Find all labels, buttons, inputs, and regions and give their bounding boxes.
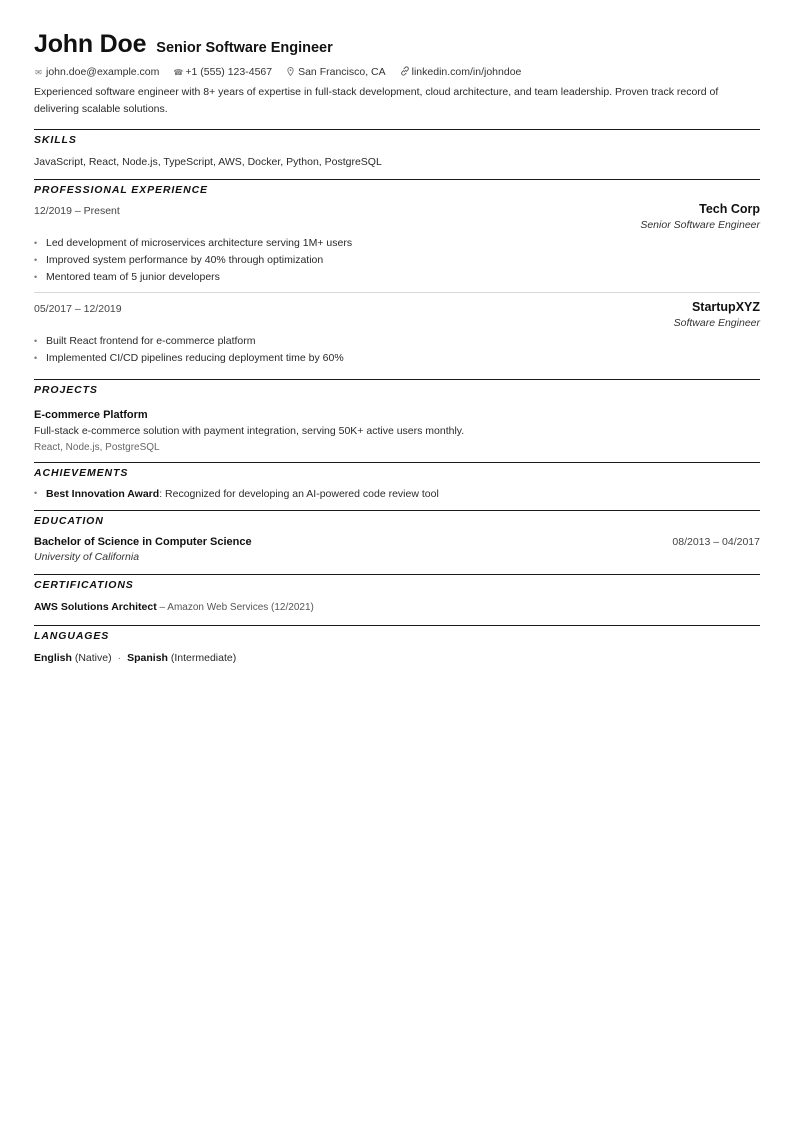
achievement-description: : Recognized for developing an AI-powered code review tool [159,488,439,500]
certification-issuer: – Amazon Web Services [156,602,269,613]
education-title: EDUCATION [34,515,104,527]
mail-icon: ✉ [35,67,42,77]
certification-date: (12/2021) [268,602,314,613]
project-description: Full-stack e-commerce solution with payment integration, serving 50K+ active users monthly. [34,425,465,437]
job-bullet-text: Led development of microservices architecture serving 1M+ users [46,237,353,249]
contact-location [286,66,386,78]
project-tech: React, Node.js, PostgreSQL [34,442,160,453]
certifications-section [34,574,760,613]
language-name: Spanish [127,652,168,664]
achievement-name: Best Innovation Award [46,488,160,500]
languages-list [34,652,760,664]
contact-email-text: john.doe@example.com [46,66,160,78]
skills-section [34,129,760,168]
link-icon [400,66,409,78]
job-entry [34,292,760,373]
job-bullet [34,235,760,252]
achievements-title: ACHIEVEMENTS [34,467,129,479]
job-bullet-text: Built React frontend for e-commerce platform [46,335,256,347]
job-bullets [34,333,760,367]
education-school: University of California [34,551,140,563]
job-bullets [34,235,760,286]
education-section [34,510,760,563]
achievements-section [34,462,760,500]
job-bullet-text: Implemented CI/CD pipelines reducing deployment time by 60% [46,352,344,364]
contact-linkedin[interactable] [400,66,522,78]
job-dates: 05/2017 – 12/2019 [34,303,122,315]
language-level: (Intermediate) [167,652,237,664]
language-separator: · [117,652,122,664]
contact-phone[interactable] [173,66,272,78]
education-dates: 08/2013 – 04/2017 [672,536,760,548]
languages-title: LANGUAGES [34,630,110,642]
contact-location-text: San Francisco, CA [298,66,386,78]
job-bullet [34,333,760,350]
skills-title: SKILLS [34,134,77,146]
contact-linkedin-text: linkedin.com/in/johndoe [411,66,522,78]
phone-icon: ☎ [173,67,184,77]
language-name: English [34,652,72,664]
bullet-dot-icon: • [34,255,38,265]
skills-list: JavaScript, React, Node.js, TypeScript, AWS, Docker, Python, PostgreSQL [34,156,382,168]
bullet-dot-icon: • [34,238,38,248]
language-level: (Native) [71,652,112,664]
job-dates: 12/2019 – Present [34,205,120,217]
education-entry [34,536,760,563]
certification-name: AWS Solutions Architect [34,601,157,613]
job-company: Tech Corp [699,202,760,216]
job-role: Senior Software Engineer [640,219,760,231]
job-entry [34,202,760,292]
certifications-title: CERTIFICATIONS [34,579,134,591]
job-role: Software Engineer [673,317,760,329]
contact-row [34,66,760,78]
job-bullet [34,252,760,269]
job-bullet [34,350,760,367]
contact-phone-text: +1 (555) 123-4567 [185,66,273,78]
contact-email[interactable] [34,66,159,78]
bullet-dot-icon: • [34,353,38,363]
summary-text: Experienced software engineer with 8+ years of expertise in full-stack development, cloud architecture, and team leadership. Proven track record of delivering scalable solutions. [34,86,719,115]
education-degree: Bachelor of Science in Computer Science [34,536,252,548]
job-bullet-text: Improved system performance by 40% through optimization [46,254,324,266]
projects-title: PROJECTS [34,384,98,396]
languages-section [34,625,760,664]
bullet-dot-icon: • [34,272,38,282]
candidate-name: John Doe [34,30,147,58]
resume-header [34,30,760,58]
job-bullet [34,269,760,286]
experience-title: PROFESSIONAL EXPERIENCE [34,184,208,196]
projects-section [34,379,760,453]
job-bullet-text: Mentored team of 5 junior developers [46,271,220,283]
certification-item [34,601,760,613]
project-name: E-commerce Platform [34,409,148,421]
job-company: StartupXYZ [691,300,760,314]
bullet-dot-icon: • [34,488,38,498]
achievement-item [34,488,760,500]
experience-section [34,179,760,373]
location-icon [286,67,295,78]
bullet-dot-icon: • [34,336,38,346]
candidate-headline: Senior Software Engineer [156,40,333,56]
